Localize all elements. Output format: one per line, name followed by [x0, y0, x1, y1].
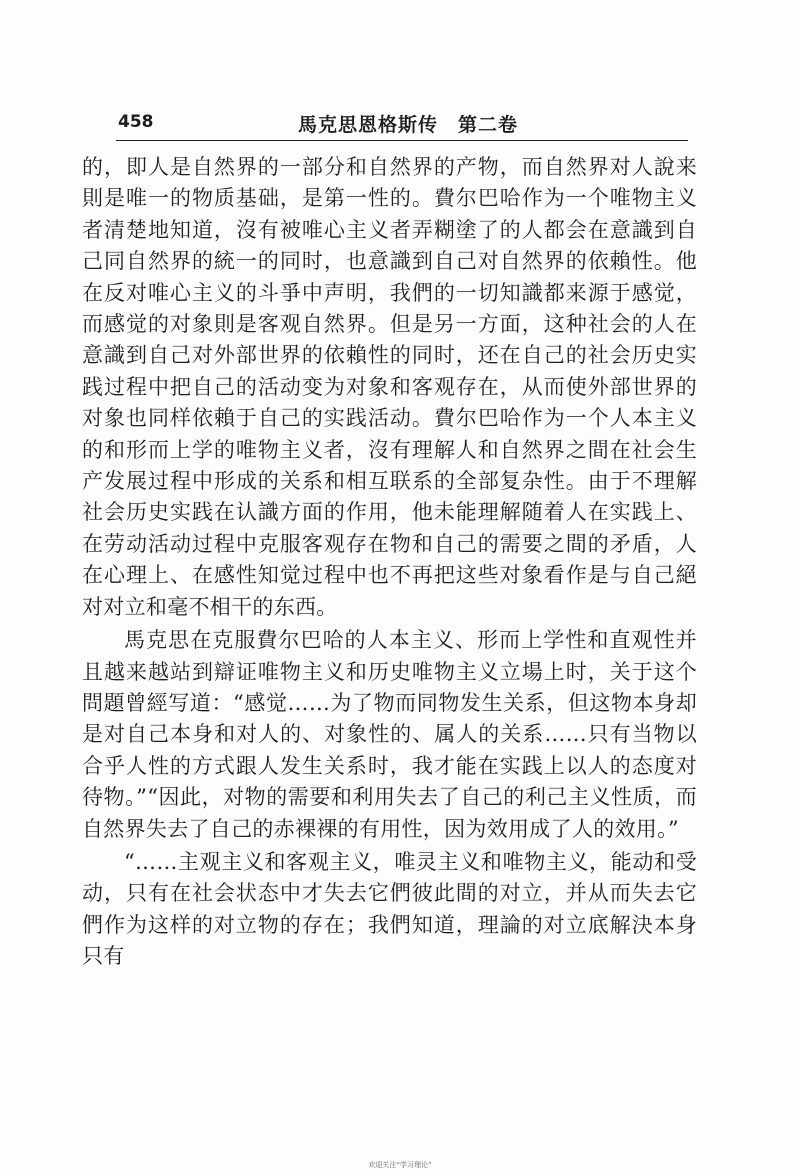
paragraph-2: 馬克思在克服費尔巴哈的人本主义、形而上学性和直观性并且越来越站到辯证唯物主义和历史唯物主义立場上时，关于这个問題曾經写道：“感觉……为了物而同物发生关系，但这物本身却是对自己本身和对人的、对象性的、属人的关系……只有当物以合乎人性的方式跟人发生关系时，我才能在实践上以人的态度对待物。”“因此，对物的需要和利用失去了自己的利己主义性质，而自然界失去了自己的赤裸裸的有用性，因为效用成了人的效用。”	[82, 628, 697, 841]
paragraph-1: 的，即人是自然界的一部分和自然界的产物，而自然界对人說来則是唯一的物质基础，是第一性的。費尔巴哈作为一个唯物主义者清楚地知道，沒有被唯心主义者弄糊塗了的人都会在意識到自己同自然界的統一的同时，也意識到自己对自然界的依賴性。他在反对唯心主义的斗爭中声明，我們的一切知識都来源于感觉，而感觉的对象則是客观自然界。但是另一方面，这种社会的人在意識到自己对外部世界的依賴性的同时，还在自己的社会历史实践过程中把自己的活动变为对象和客观存在，从而使外部世界的对象也同样依賴于自己的实践活动。費尔巴哈作为一个人本主义的和形而上学的唯物主义者，沒有理解人和自然界之間在社会生产发展过程中形成的关系和相互联系的全部复杂性。由于不理解社会历史实践在认識方面的作用，他未能理解随着人在实践上、在劳动活动过程中克服客观存在物和自己的需要之間的矛盾，人在心理上、在感性知觉过程中也不再把这些对象看作是与自己絕对对立和毫不相干的东西。	[82, 155, 697, 619]
footer-watermark: 欢迎关注“学习理论”	[368, 1161, 432, 1169]
running-head: 馬克思恩格斯传 第二卷	[298, 114, 519, 136]
paragraph-3: “……主观主义和客观主义，唯灵主义和唯物主义，能动和受动，只有在社会状态中才失去它們彼此間的对立，并从而失去它們作为这样的对立物的存在；我們知道，理論的对立底解決本身只有	[82, 849, 697, 969]
body-text	[82, 152, 697, 973]
header-rule	[116, 140, 688, 141]
page-number: 458	[118, 112, 154, 132]
page-header	[118, 108, 688, 138]
